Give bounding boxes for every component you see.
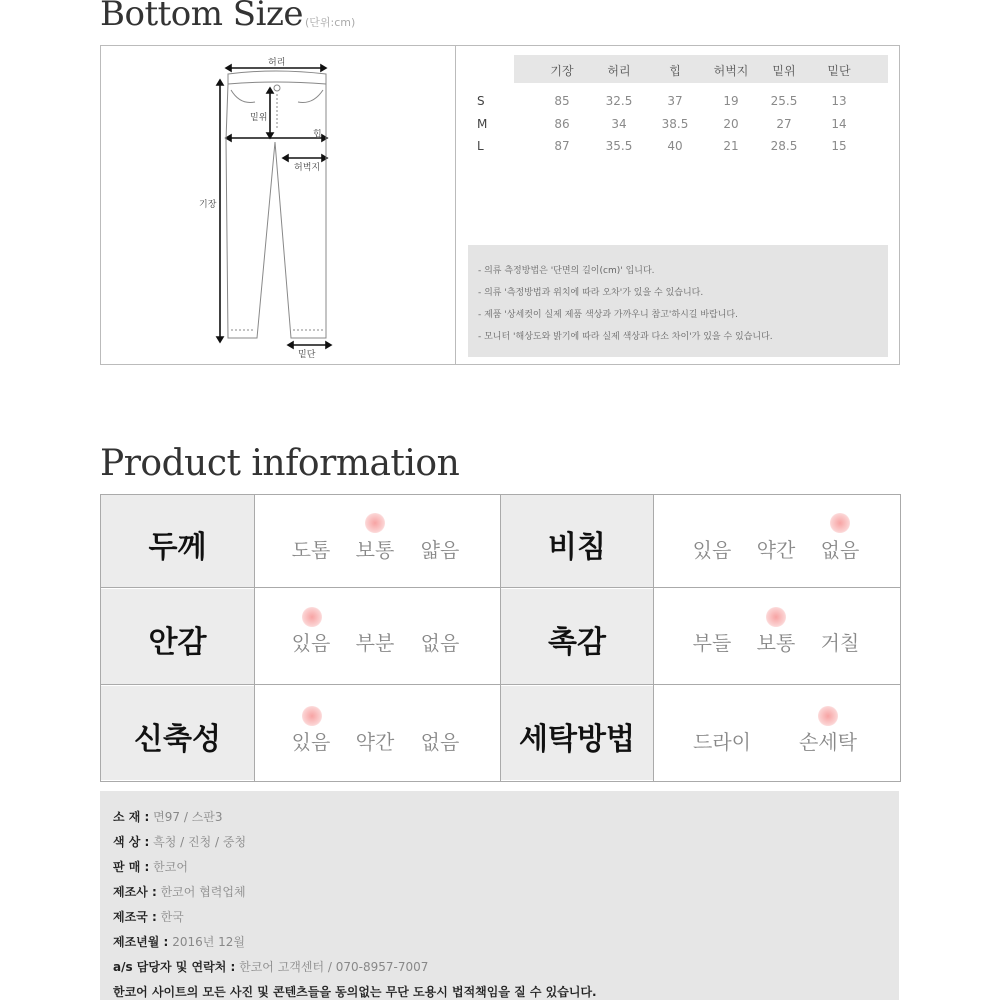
size-cell: 34: [611, 117, 627, 131]
size-col-hip: 힙: [669, 64, 681, 78]
size-cell: 40: [667, 139, 683, 153]
option-normal: 보통: [355, 538, 395, 562]
attr-label-texture: 촉감: [548, 625, 606, 660]
detail-key: a/s 담당자 및 연락처 :: [113, 960, 236, 974]
size-cell: 25.5: [770, 94, 798, 108]
option-normal: 보통: [756, 631, 796, 655]
copyright-notice: 한코어 사이트의 모든 사진 및 콘텐츠들을 동의없는 무단 도용시 법적책임을 질 수 있습니다.: [113, 985, 597, 999]
size-cell: 37: [667, 94, 683, 108]
diagram-label-rise: 밑위: [250, 113, 268, 123]
detail-value: 한코어 고객센터 / 070-8957-7007: [239, 960, 429, 974]
detail-row-as-contact: [113, 958, 428, 975]
size-row-label: M: [477, 117, 488, 131]
size-cell: 35.5: [605, 139, 633, 153]
option-yes: 있음: [692, 538, 732, 562]
detail-row-color: [113, 833, 246, 850]
grid-line: [254, 494, 255, 782]
detail-row-material: [113, 808, 223, 825]
diagram-label-hem: 밑단: [298, 350, 316, 360]
option-none: 없음: [420, 631, 460, 655]
size-cell: 19: [723, 94, 739, 108]
detail-key: 색 상 :: [113, 835, 150, 849]
attr-label-thickness: 두께: [148, 530, 207, 565]
size-cell: 28.5: [770, 139, 798, 153]
attr-label-washing: 세탁방법: [519, 722, 635, 757]
option-none: 없음: [420, 730, 460, 754]
size-cell: 27: [776, 117, 792, 131]
option-partial: 부분: [355, 631, 395, 655]
selected-marker: [818, 706, 838, 726]
size-cell: 32.5: [605, 94, 633, 108]
detail-value: 한국: [160, 910, 184, 924]
size-col-thigh: 허벅지: [713, 64, 749, 78]
size-cell: 14: [831, 117, 847, 131]
note-line: - 모니터 '해상도와 밝기에 따라 실제 색상과 다소 차이'가 있을 수 있습니다.: [478, 332, 773, 342]
size-col-length: 기장: [550, 64, 574, 78]
detail-value: 2016년 12월: [172, 935, 245, 949]
size-row-label: L: [477, 139, 484, 153]
detail-key: 소 재 :: [113, 810, 150, 824]
attr-label-sheerness: 비침: [548, 530, 606, 565]
option-dry-clean: 드라이: [693, 730, 751, 754]
option-rough: 거칠: [820, 631, 860, 655]
attr-label-lining: 안감: [148, 625, 207, 660]
unit-note: (단위:cm): [305, 16, 356, 29]
size-cell: 86: [554, 117, 570, 131]
note-line: - 의류 '측정방법과 위치에 따라 오차'가 있을 수 있습니다.: [478, 288, 704, 298]
size-col-hem: 밑단: [827, 64, 851, 78]
selected-marker: [365, 513, 385, 533]
size-cell: 87: [554, 139, 570, 153]
detail-value: 한코어: [153, 860, 188, 874]
selected-marker: [830, 513, 850, 533]
size-cell: 38.5: [661, 117, 689, 131]
selected-marker: [302, 607, 322, 627]
panel-divider: [455, 45, 456, 365]
diagram-label-waist: 허리: [268, 58, 286, 68]
grid-line: [653, 494, 654, 782]
size-col-rise: 밑위: [772, 64, 796, 78]
option-thin: 얇음: [420, 538, 460, 562]
option-hand-wash: 손세탁: [799, 730, 857, 754]
selected-marker: [302, 706, 322, 726]
size-col-waist: 허리: [607, 64, 631, 78]
option-soft: 부들: [692, 631, 732, 655]
bottom-size-title: Bottom Size: [100, 0, 303, 34]
size-cell: 15: [831, 139, 847, 153]
detail-key: 제조사 :: [113, 885, 157, 899]
detail-key: 판 매 :: [113, 860, 150, 874]
detail-value: 흑청 / 진청 / 중청: [153, 835, 247, 849]
detail-row-manufacturer: [113, 883, 246, 900]
product-info-title: Product information: [100, 443, 460, 484]
detail-row-country: [113, 908, 184, 925]
size-cell: 21: [723, 139, 739, 153]
diagram-label-thigh: 허벅지: [294, 163, 321, 173]
detail-value: 면97 / 스판3: [153, 810, 223, 824]
option-none: 없음: [820, 538, 860, 562]
detail-value: 한코어 협력업체: [160, 885, 246, 899]
option-slight: 약간: [355, 730, 395, 754]
note-line: - 제품 '상세컷이 실제 제품 색상과 가까우니 참고'하시길 바랍니다.: [478, 310, 738, 320]
size-cell: 13: [831, 94, 847, 108]
size-row-label: S: [477, 94, 485, 108]
attr-label-elasticity: 신축성: [134, 722, 221, 757]
diagram-label-hip: 힙: [313, 130, 322, 140]
size-cell: 20: [723, 117, 739, 131]
detail-row-date: [113, 933, 245, 950]
note-line: - 의류 측정방법은 '단면의 길이(cm)' 입니다.: [478, 266, 655, 276]
diagram-label-length: 기장: [199, 200, 217, 210]
detail-key: 제조국 :: [113, 910, 157, 924]
option-yes: 있음: [291, 631, 331, 655]
option-slight: 약간: [756, 538, 796, 562]
option-thick: 도톰: [291, 538, 331, 562]
pants-diagram: [195, 50, 345, 368]
detail-row-seller: [113, 858, 188, 875]
selected-marker: [766, 607, 786, 627]
option-yes: 있음: [291, 730, 331, 754]
size-cell: 85: [554, 94, 570, 108]
detail-key: 제조년월 :: [113, 935, 169, 949]
